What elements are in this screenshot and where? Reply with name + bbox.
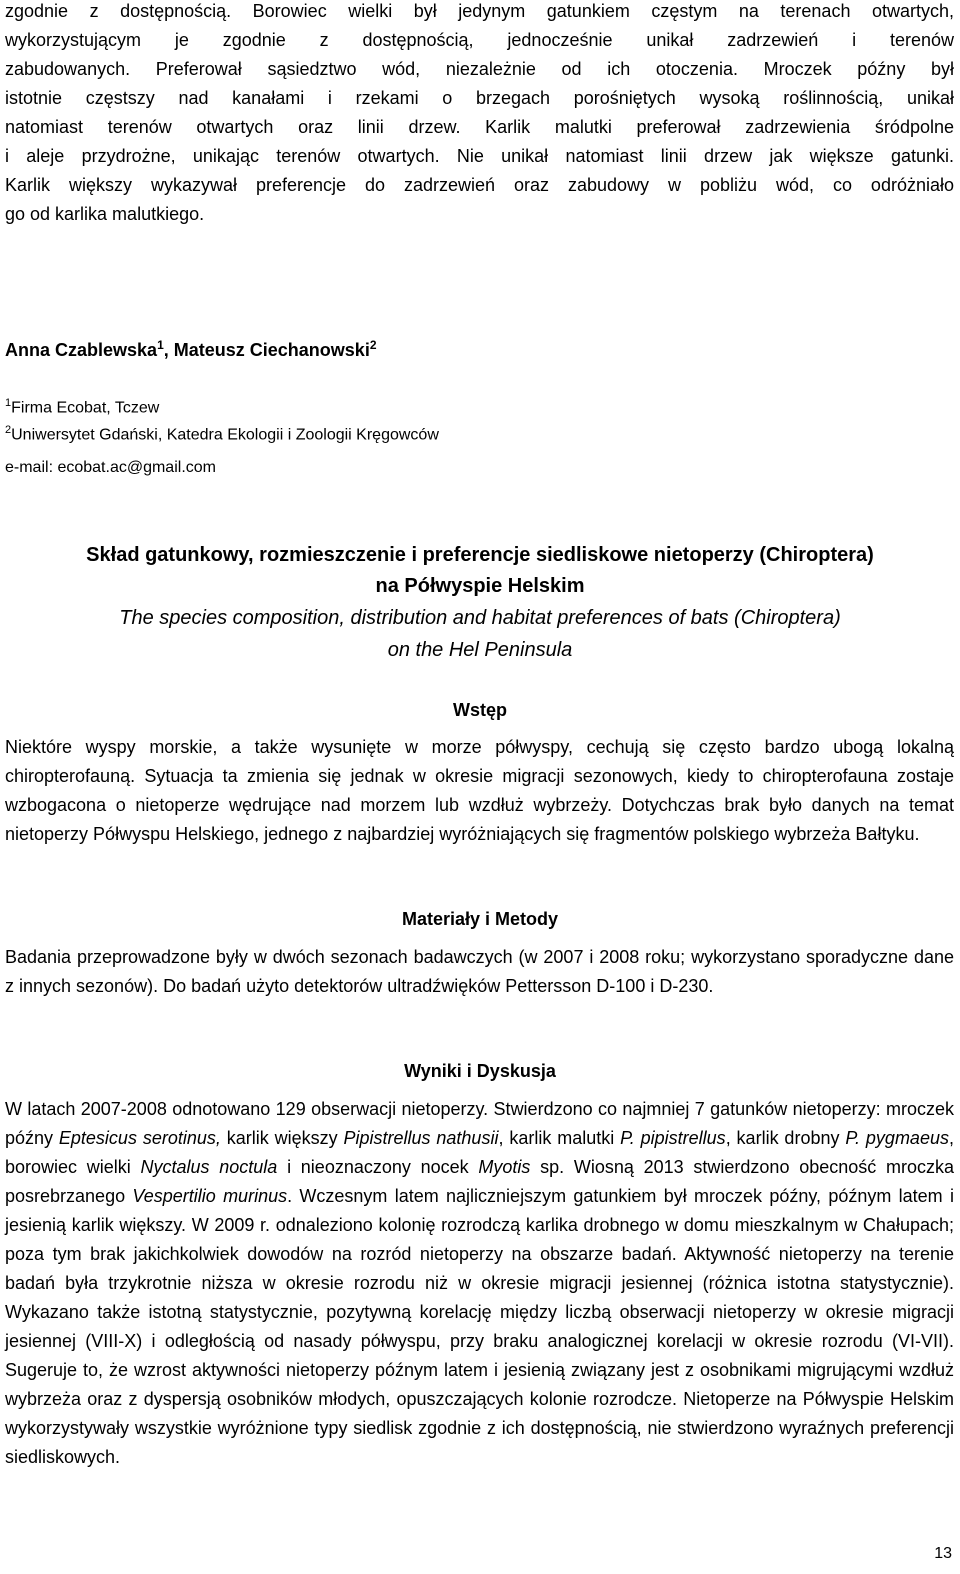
paragraph-line: Karlik większy wykazywał preferencje do zadrzewień oraz zabudowy w pobliżu wód, co odróżniało xyxy=(5,175,954,195)
paragraph-line: istotnie częstszy nad kanałami i rzekami o brzegach porośniętych wysoką roślinnością, unikał xyxy=(5,88,954,108)
species-name: Pipistrellus nathusii xyxy=(343,1128,499,1148)
methods-section-text xyxy=(5,943,954,1001)
affiliation-2 xyxy=(5,424,439,444)
species-name: Myotis xyxy=(478,1157,531,1177)
author-name: Mateusz Ciechanowski xyxy=(173,340,370,360)
section-heading-intro: Wstęp xyxy=(453,700,507,720)
title-polish-line-2: na Półwyspie Helskim xyxy=(375,575,585,597)
title-polish-line-1: Skład gatunkowy, rozmieszczenie i preferencje siedliskowe nietoperzy (Chiroptera) xyxy=(86,544,874,566)
species-name: Vespertilio murinus xyxy=(132,1186,288,1206)
paragraph-line: zabudowanych. Preferował sąsiedztwo wód, niezależnie od ich otoczenia. Mroczek późny był xyxy=(5,59,954,79)
section-heading-results: Wyniki i Dyskusja xyxy=(404,1061,556,1081)
affiliation-text: Firma Ecobat, Tczew xyxy=(11,399,160,417)
paragraph: Badania przeprowadzone były w dwóch sezonach badawczych (w 2007 i 2008 roku; wykorzystano sporadyczne dane z innych sezonów). Do badań użyto detektorów ultradźwięków Pettersson D-100 i D-230. xyxy=(5,947,954,996)
affiliation-marker: 2 xyxy=(5,424,12,436)
paragraph-line: i aleje przydrożne, unikając terenów otwartych. Nie unikał natomiast linii drzew jak większe gatunki. xyxy=(5,146,954,166)
affiliation-1 xyxy=(5,397,159,417)
paragraph: Niektóre wyspy morskie, a także wysunięte w morze półwyspy, cechują się często bardzo ubogą lokalną chiropterofauną. Sytuacja ta zmienia się jednak w okresie migracji sezonowych, kiedy to chiropterofauna zostaje wzbogacona o nietoperze wędrujące nad morzem lub wzdłuż wybrzeży. Dotychczas brak było danych na temat nietoperzy Półwyspu Helskiego, jednego z najbardziej wyróżniających się fragmentów polskiego wybrzeża Bałtyku. xyxy=(5,737,954,844)
paragraph-line: zgodnie z dostępnością. Borowiec wielki był jedynym gatunkiem częstym na terenach otwartych, xyxy=(5,1,954,21)
species-name: P. pygmaeus xyxy=(845,1128,949,1148)
author-email: e-mail: ecobat.ac@gmail.com xyxy=(5,459,216,476)
text-run: , karlik malutki xyxy=(498,1128,621,1148)
text-run: , karlik drobny xyxy=(725,1128,846,1148)
author-name: Anna Czablewska xyxy=(5,340,158,360)
authors-line xyxy=(5,338,377,361)
title-english-line-2: on the Hel Peninsula xyxy=(387,639,573,661)
section-heading-methods: Materiały i Metody xyxy=(401,909,559,929)
affiliation-text: Uniwersytet Gdański, Katedra Ekologii i Zoologii Kręgowców xyxy=(11,426,439,444)
text-run: i nieoznaczony nocek xyxy=(277,1157,479,1177)
text-run: sp. Wiosną 2013 stwierdzono obecność mroczka posrebrzanego xyxy=(5,1157,954,1206)
author-separator: , xyxy=(163,340,174,360)
paragraph xyxy=(5,1095,954,1472)
text-run: karlik większy xyxy=(220,1128,344,1148)
results-section-text xyxy=(5,1095,954,1472)
paragraph-line: go od karlika malutkiego. xyxy=(5,204,205,224)
text-run: W latach 2007-2008 odnotowano 129 obserwacji nietoperzy. Stwierdzono co najmniej 7 gatunków nietoperzy: mroczek późny xyxy=(5,1099,954,1148)
intro-paragraph xyxy=(5,0,954,229)
affiliation-marker: 1 xyxy=(157,338,164,352)
species-name: Nyctalus noctula xyxy=(140,1157,278,1177)
affiliation-marker: 1 xyxy=(5,397,12,409)
intro-section-text xyxy=(5,733,954,849)
title-english-line-1: The species composition, distribution and habitat preferences of bats (Chiroptera) xyxy=(119,607,841,629)
species-name: Eptesicus serotinus, xyxy=(58,1128,221,1148)
paragraph-line: wykorzystującym je zgodnie z dostępnością, jednocześnie unikał zadrzewień i terenów xyxy=(5,30,954,50)
paragraph-line: natomiast terenów otwartych oraz linii drzew. Karlik malutki preferował zadrzewienia śródpolne xyxy=(5,117,954,137)
page-number: 13 xyxy=(934,1545,952,1562)
species-name: P. pipistrellus xyxy=(620,1128,726,1148)
text-run: , borowiec wielki xyxy=(5,1128,954,1177)
text-run: . Wczesnym latem najliczniejszym gatunkiem był mroczek późny, późnym latem i jesienią karlik większy. W 2009 r. odnaleziono kolonię rozrodczą karlika drobnego w domu mieszkalnym w Chałupach; poza tym brak jakichkolwiek dowodów na rozród nietoperzy na obszarze badań. Aktywność nietoperzy na terenie badań była trzykrotnie niższa w okresie rozrodu niż w okresie migracji jesiennej (różnica istotna statystycznie). Wykazano także istotną statystycznie, pozytywną korelację między liczbą obserwacji nietoperzy w okresie migracji jesiennej (VIII-X) i odległością od nasady półwyspu, przy braku analogicznej korelacji w okresie rozrodu (VI-VII). Sugeruje to, że wzrost aktywności nietoperzy późnym latem i jesienią związany jest z osobnikami migrującymi wzdłuż wybrzeża oraz z dyspersją osobników młodych, opuszczających kolonie rozrodcze. Nietoperze na Półwyspie Helskim wykorzystywały wszystkie wyróżnione typy siedlisk zgodnie z ich dostępnością, nie stwierdzono wyraźnych preferencji siedliskowych. xyxy=(5,1186,954,1467)
affiliation-marker: 2 xyxy=(369,338,377,352)
